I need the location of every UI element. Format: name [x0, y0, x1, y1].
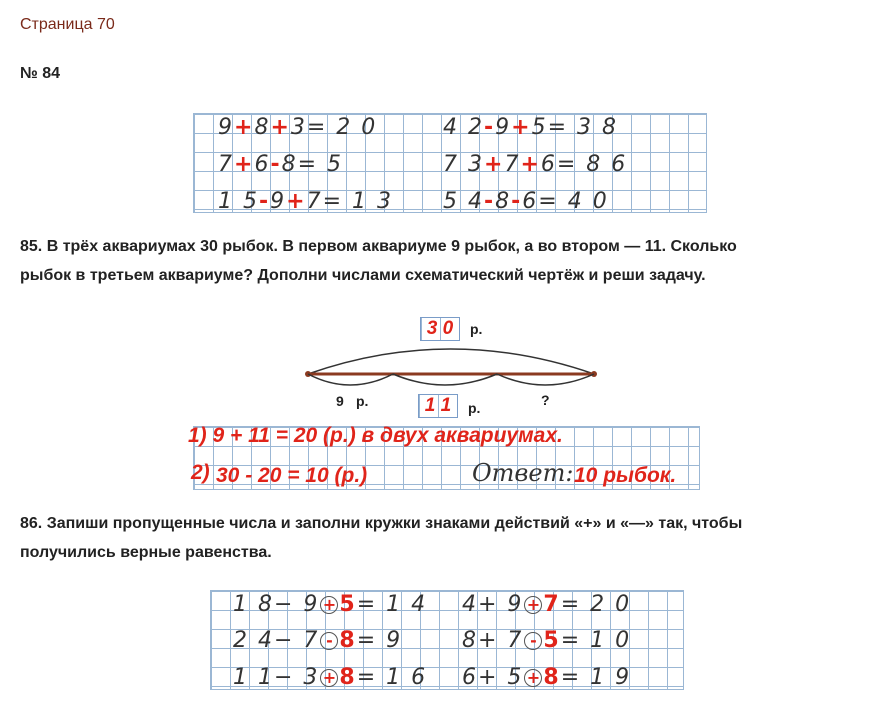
- total-unit: р.: [470, 321, 483, 337]
- total-arc: [308, 349, 594, 374]
- operator-sign: +: [511, 115, 532, 140]
- equation-part: 9: [218, 115, 234, 140]
- arc-second: [393, 374, 497, 385]
- missing-number: 5: [339, 592, 357, 617]
- operator-sign: -: [270, 152, 282, 177]
- equation-part: = 1 4: [356, 592, 428, 617]
- equation-86-right: [462, 628, 631, 653]
- task-86-text: [20, 509, 880, 567]
- missing-number: 8: [339, 665, 357, 690]
- equation-part: = 1 9: [560, 665, 632, 690]
- equation-part: 8= 5: [281, 152, 343, 177]
- operator-sign: -: [259, 189, 271, 214]
- operator-circle: +: [320, 669, 338, 687]
- equation-86-right: [462, 665, 631, 690]
- equation-part: 1 8− 9: [233, 592, 320, 617]
- equation-part: 5 4: [443, 189, 484, 214]
- equation-84-right: [443, 189, 609, 214]
- equation-part: 8+ 7: [462, 628, 524, 653]
- equation-part: 3= 2 0: [290, 115, 378, 140]
- task-86-line-1: 86. Запиши пропущенные числа и заполни кружки знаками действий «+» и «—» так, чтобы: [20, 515, 743, 532]
- task-85-text: [20, 232, 880, 290]
- equation-part: 4 2: [443, 115, 484, 140]
- operator-circle: +: [320, 596, 338, 614]
- solution-line-2: 30 - 20 = 10 (р.): [216, 464, 368, 487]
- operator-sign: +: [234, 152, 255, 177]
- operator-circle: +: [524, 596, 542, 614]
- task-85-line-2: рыбок в третьем аквариуме? Дополни числами схематический чертёж и реши задачу.: [20, 267, 706, 284]
- page-link[interactable]: Страница 70: [20, 16, 115, 33]
- equation-part: 6= 8 6: [540, 152, 628, 177]
- third-value: ?: [541, 392, 550, 408]
- equation-part: 7: [218, 152, 234, 177]
- equation-part: 2 4− 7: [233, 628, 320, 653]
- operator-sign: +: [286, 189, 307, 214]
- equation-84-left: [218, 115, 377, 140]
- task-85-line-1: 85. В трёх аквариумах 30 рыбок. В первом аквариуме 9 рыбок, а во втором — 11. Сколько: [20, 238, 737, 255]
- equation-86-left: [233, 665, 427, 690]
- equation-84-right: [443, 115, 618, 140]
- task-84-number: № 84: [20, 65, 61, 82]
- total-box: 3 0: [420, 317, 460, 341]
- answer-word: Ответ:: [472, 459, 574, 487]
- equation-part: = 2 0: [560, 592, 632, 617]
- equation-part: = 9: [356, 628, 403, 653]
- equation-part: 6= 4 0: [522, 189, 609, 214]
- operator-circle: -: [524, 632, 542, 650]
- missing-number: 7: [543, 592, 561, 617]
- equation-86-left: [233, 592, 427, 617]
- equation-part: 7 3: [443, 152, 484, 177]
- arc-third: [497, 374, 594, 385]
- arc-first: [308, 374, 393, 385]
- equation-part: 8: [495, 189, 512, 214]
- equation-84-left: [218, 189, 393, 214]
- operator-sign: -: [511, 189, 523, 214]
- missing-number: 5: [543, 628, 561, 653]
- answer-value: 10 рыбок.: [574, 464, 677, 487]
- missing-number: 8: [543, 665, 561, 690]
- operator-sign: -: [484, 189, 496, 214]
- operator-sign: +: [484, 152, 505, 177]
- equation-part: 4+ 9: [462, 592, 524, 617]
- operator-sign: +: [520, 152, 541, 177]
- equation-part: 6: [254, 152, 271, 177]
- operator-sign: +: [234, 115, 255, 140]
- task-86-line-2: получились верные равенства.: [20, 544, 272, 561]
- equation-part: 6+ 5: [462, 665, 524, 690]
- equation-84-right: [443, 152, 627, 177]
- equation-86-left: [233, 628, 402, 653]
- equation-part: 8: [254, 115, 271, 140]
- equation-part: = 1 6: [356, 665, 428, 690]
- equation-part: 9: [495, 115, 512, 140]
- first-unit: р.: [356, 393, 369, 409]
- equation-84-left: [218, 152, 343, 177]
- second-unit: р.: [468, 400, 481, 416]
- operator-circle: -: [320, 632, 338, 650]
- equation-86-right: [462, 592, 631, 617]
- operator-sign: -: [484, 115, 496, 140]
- first-value: 9: [336, 393, 344, 409]
- operator-circle: +: [524, 669, 542, 687]
- missing-number: 8: [339, 628, 357, 653]
- solution-line-1: 1) 9 + 11 = 20 (р.) в двух аквариумах.: [188, 424, 563, 447]
- equation-part: 9: [270, 189, 287, 214]
- equation-part: 1 1− 3: [233, 665, 320, 690]
- equation-part: = 1 0: [560, 628, 632, 653]
- equation-part: 7: [504, 152, 521, 177]
- operator-sign: +: [270, 115, 291, 140]
- segment-diagram: [300, 338, 605, 398]
- equation-part: 5= 3 8: [531, 115, 618, 140]
- equation-part: 1 5: [218, 189, 259, 214]
- second-box: 1 1: [418, 394, 458, 418]
- solution-line-2-number: 2): [191, 461, 210, 484]
- equation-part: 7= 1 3: [306, 189, 393, 214]
